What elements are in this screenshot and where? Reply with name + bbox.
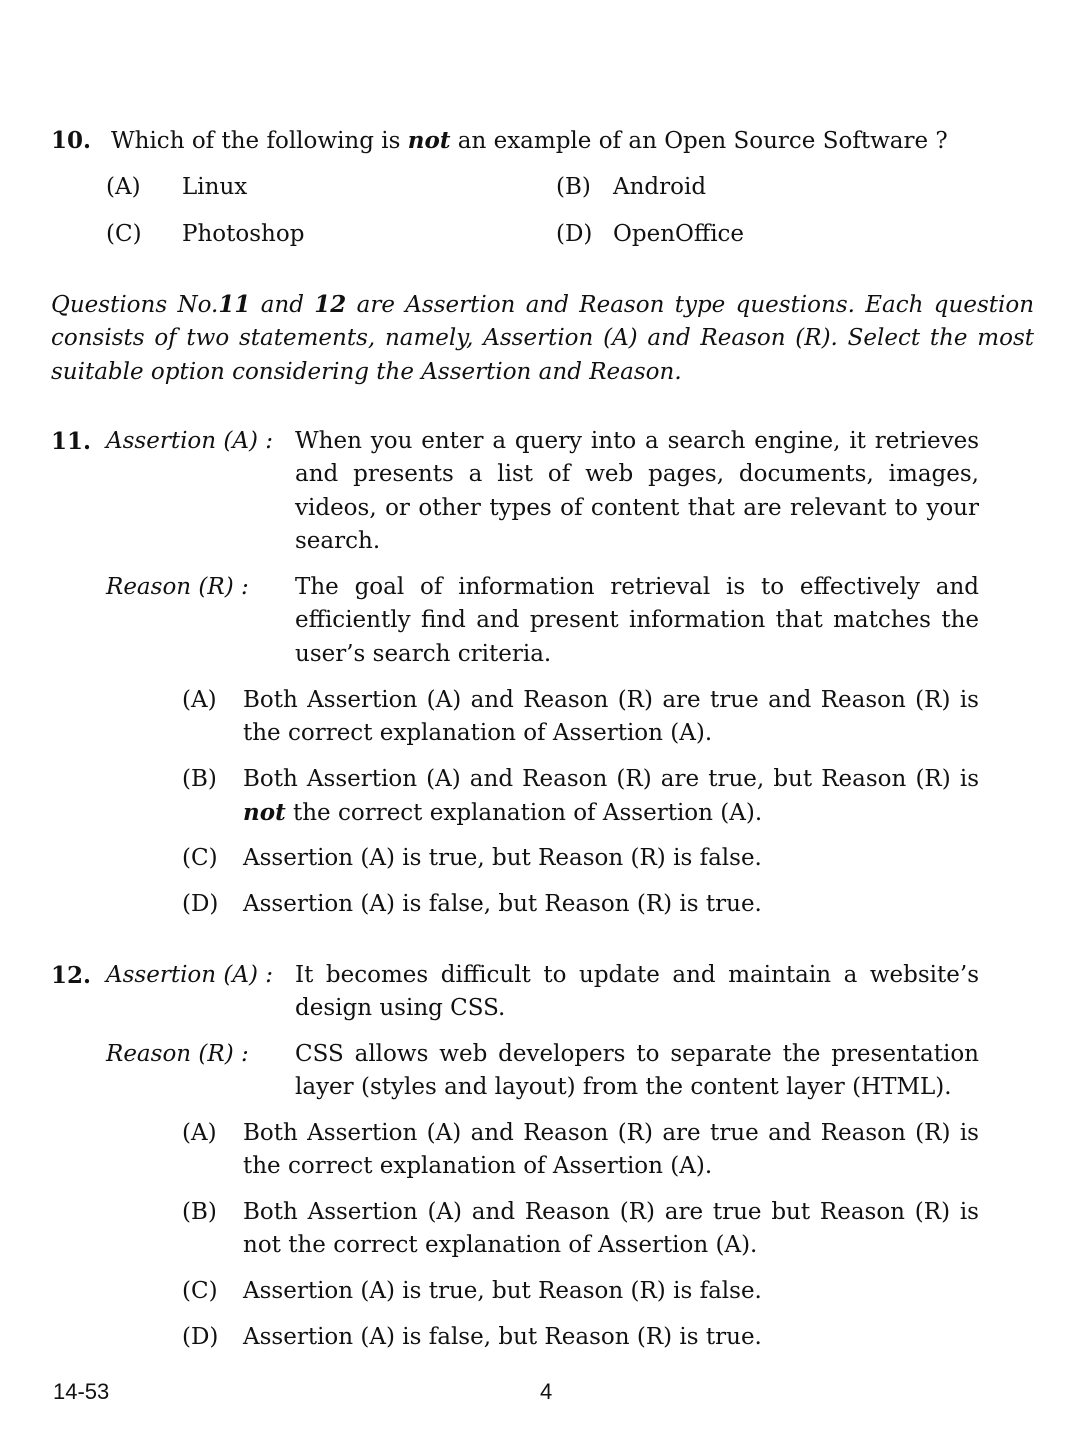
q11-reason-text: The goal of information retrieval is to effectively and efficiently find and present information that matches the user’s search criteria.: [295, 574, 979, 667]
q11-option-b-text: [243, 763, 979, 831]
q10-option-a-text: Linux: [182, 174, 248, 200]
q11-option-b-text-before: Both Assertion (A) and Reason (R) are true, but Reason (R) is: [243, 766, 979, 792]
q12-reason-label: Reason (R) :: [106, 1041, 249, 1067]
q10-option-a-label: (A): [106, 174, 141, 200]
q11-option-b-label: (B): [182, 766, 217, 792]
q10-option-d-label: (D): [556, 221, 593, 247]
q12-reason-text: CSS allows web developers to separate the presentation layer (styles and layout) from the content layer (HTML).: [295, 1041, 979, 1101]
q11-option-b-emphasis: not: [243, 799, 286, 827]
q12-option-d-text: Assertion (A) is false, but Reason (R) is true.: [243, 1324, 762, 1350]
assertion-reason-instructions: [51, 288, 1034, 389]
question-10-emphasis: not: [407, 127, 451, 154]
q12-option-c-label: (C): [182, 1278, 218, 1304]
instructions-text-3: are Assertion and Reason type questions. Each question consists of two statements, namely, Assertion (A) and Reason (R). Select the most suitable option considering the Assertion and Reason.: [51, 292, 1035, 385]
q11-option-a-label: (A): [182, 687, 217, 713]
q12-option-d-label: (D): [182, 1324, 219, 1350]
instructions-text-1: Questions No.: [51, 292, 219, 318]
q10-option-c-label: (C): [106, 221, 142, 247]
q12-option-b-label: (B): [182, 1199, 217, 1225]
q10-option-b-text: Android: [613, 174, 707, 200]
q12-option-c-text: Assertion (A) is true, but Reason (R) is false.: [243, 1278, 762, 1304]
q11-option-b-text-after: the correct explanation of Assertion (A).: [285, 800, 763, 827]
instructions-text-2: and: [250, 292, 315, 318]
q10-option-d-text: OpenOffice: [613, 221, 745, 247]
paper-code: 14-53: [53, 1379, 110, 1404]
q12-assertion-label: Assertion (A) :: [106, 962, 274, 988]
q11-option-d-label: (D): [182, 891, 219, 917]
q12-option-b-text: Both Assertion (A) and Reason (R) are true but Reason (R) is not the correct explanation of Assertion (A).: [243, 1199, 979, 1259]
question-10-text-after: an example of an Open Source Software ?: [450, 128, 948, 154]
q11-option-a-text: Both Assertion (A) and Reason (R) are true and Reason (R) is the correct explanation of Assertion (A).: [243, 687, 979, 747]
q11-option-c-label: (C): [182, 845, 218, 871]
q10-option-b-label: (B): [556, 174, 591, 200]
q10-option-c-text: Photoshop: [182, 221, 305, 247]
instructions-number-11: 11: [218, 291, 251, 318]
q11-assertion-text: When you enter a query into a search engine, it retrieves and presents a list of web pages, documents, images, videos, or other types of content that are relevant to your search.: [295, 428, 979, 555]
question-number-11: 11.: [51, 428, 92, 455]
question-10-stem: [111, 124, 948, 158]
q11-option-c-text: Assertion (A) is true, but Reason (R) is false.: [243, 845, 762, 871]
q11-assertion-label: Assertion (A) :: [106, 428, 274, 454]
q11-option-d-text: Assertion (A) is false, but Reason (R) is true.: [243, 891, 762, 917]
q12-option-a-text: Both Assertion (A) and Reason (R) are true and Reason (R) is the correct explanation of Assertion (A).: [243, 1120, 979, 1180]
instructions-number-12: 12: [314, 291, 347, 318]
q11-reason-label: Reason (R) :: [106, 574, 249, 600]
q12-option-a-label: (A): [182, 1120, 217, 1146]
page-number: 4: [540, 1379, 553, 1404]
question-number-10: 10.: [51, 127, 92, 154]
q12-assertion-text: It becomes difficult to update and maintain a website’s design using CSS.: [295, 962, 979, 1022]
question-10-text-before: Which of the following is: [111, 128, 408, 154]
question-number-12: 12.: [51, 962, 92, 989]
